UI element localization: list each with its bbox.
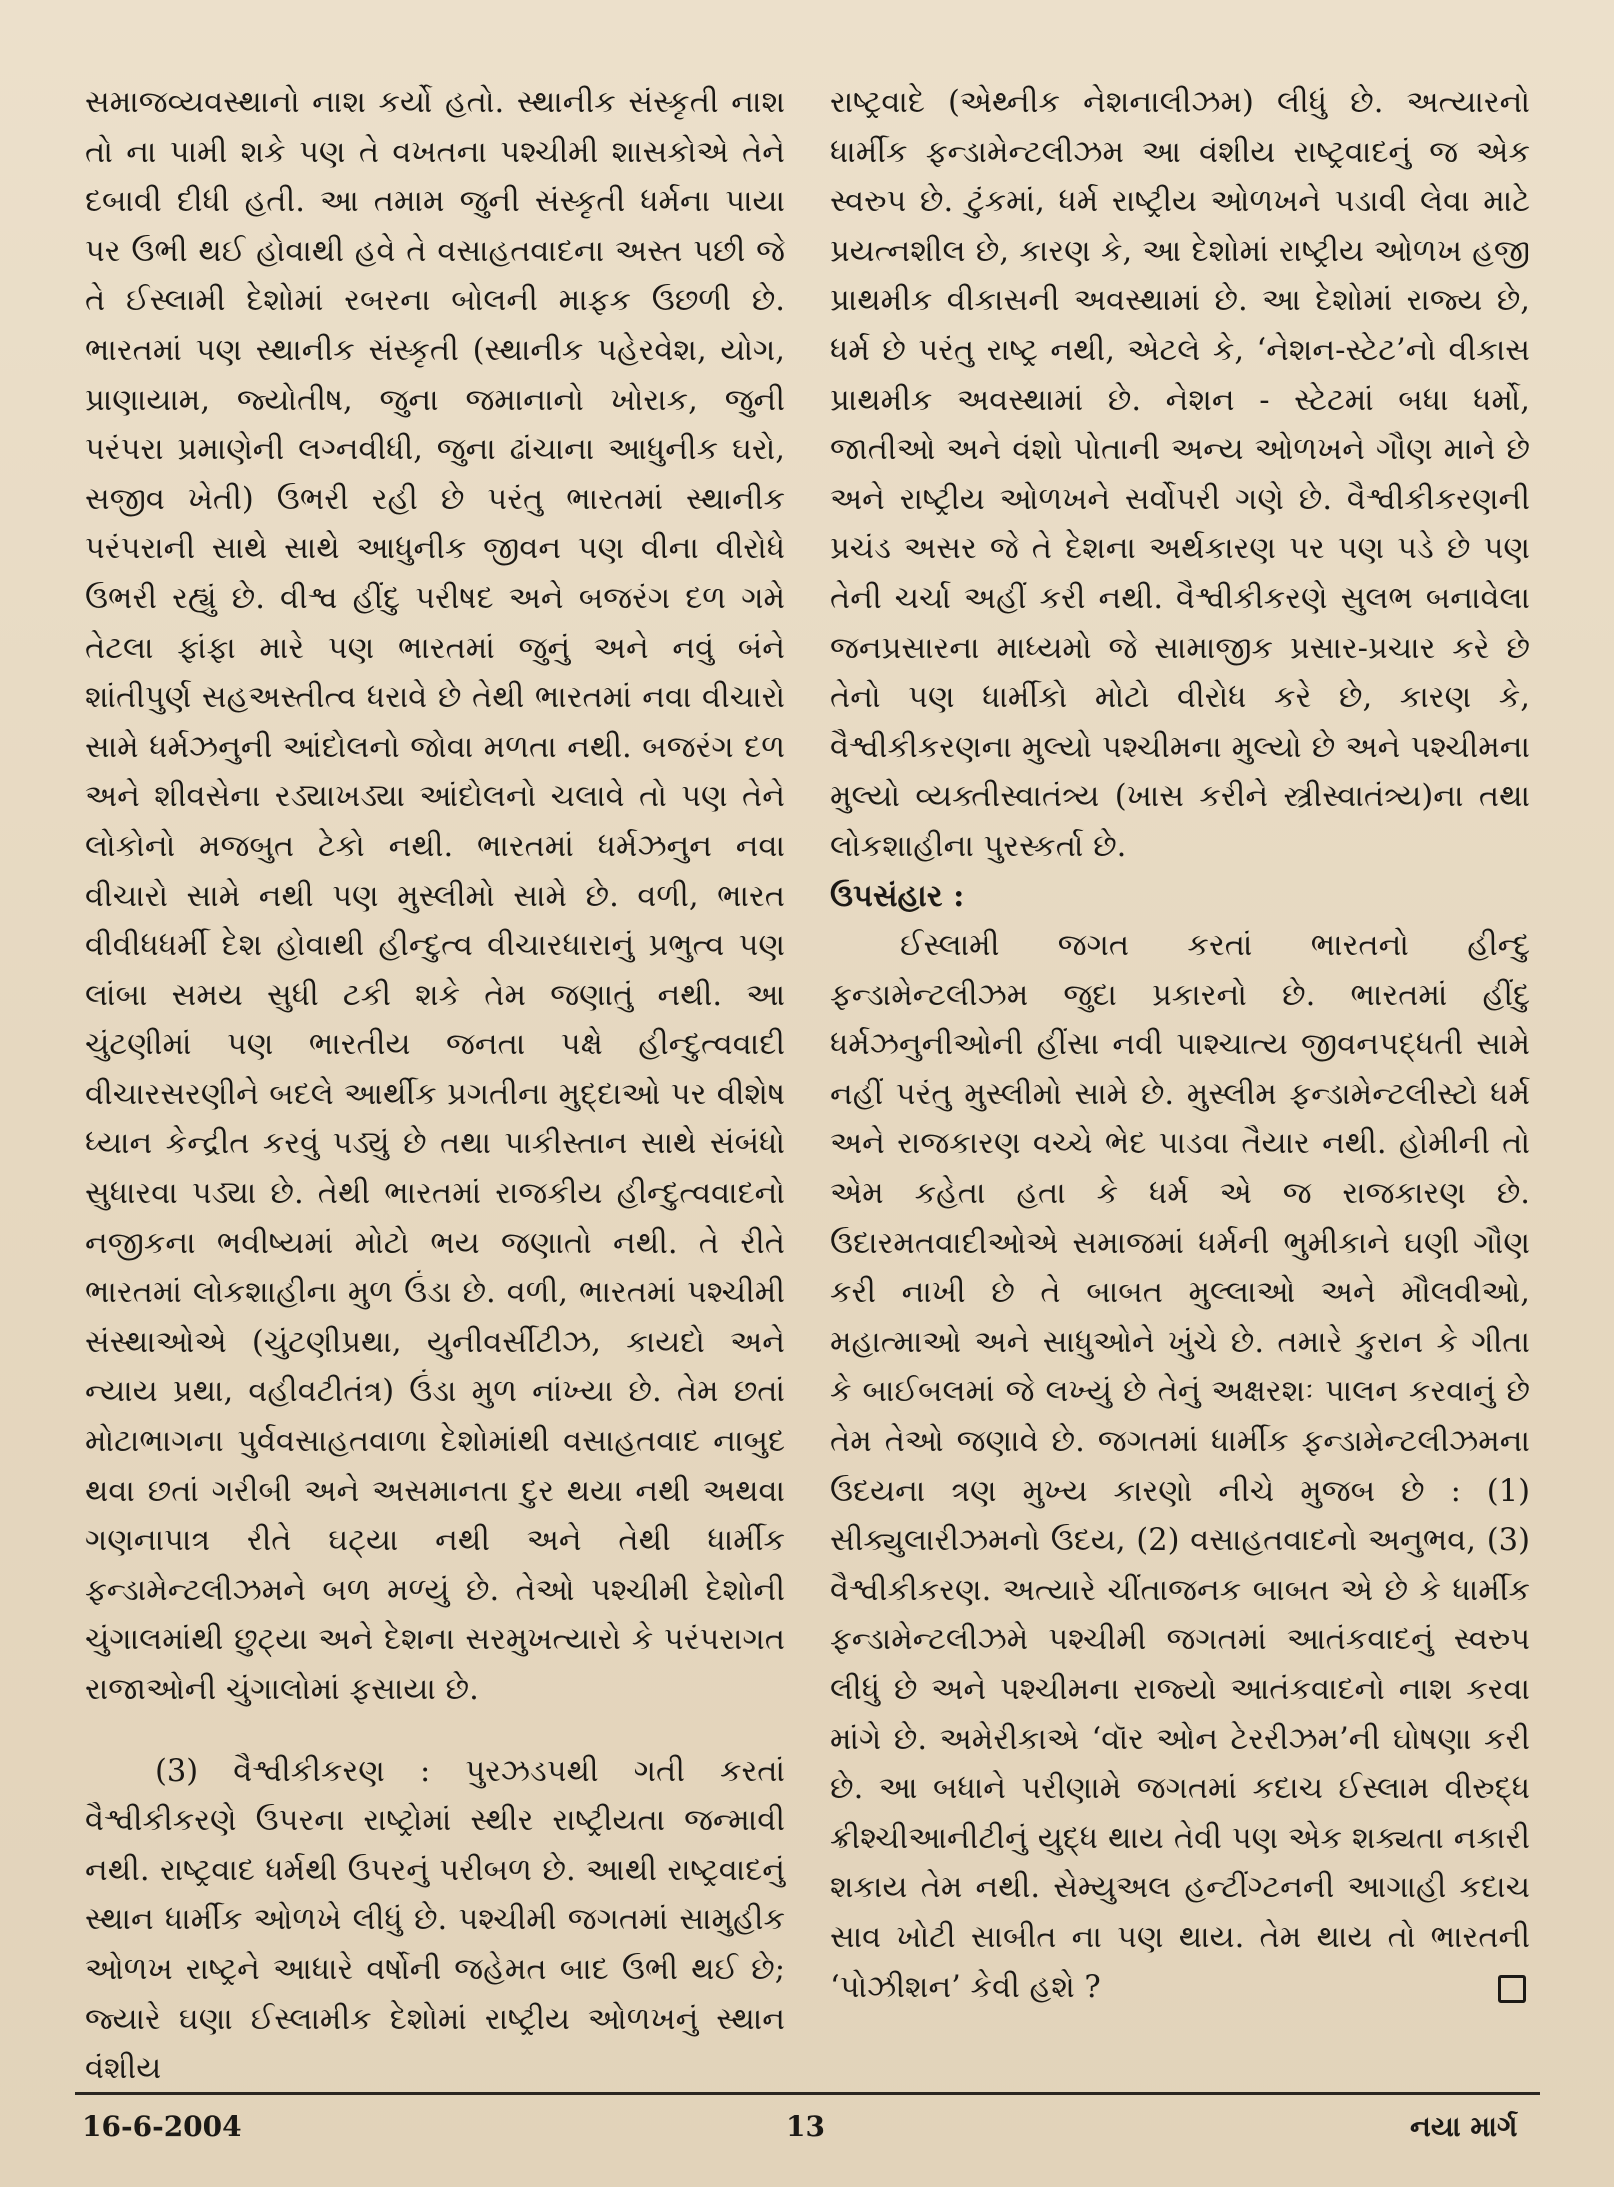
conclusion-paragraph <box>830 921 1530 2012</box>
paragraph-nationalism: રાષ્ટ્રવાદે (એથ્નીક નેશનાલીઝમ) લીધું છે. અત્યારનો ધાર્મીક ફન્ડામેન્ટલીઝમ આ વંશીય રાષ્ટ્રવાદનું જ એક સ્વરુપ છે. ટુંકમાં, ધર્મ રાષ્ટ્રીય ઓળખને પડાવી લેવા માટે પ્રયત્નશીલ છે, કારણ કે, આ દેશોમાં રાષ્ટ્રીય ઓળખ હજી પ્રાથમીક વીકાસની અવસ્થામાં છે. આ દેશોમાં રાજ્ય છે, ધર્મ છે પરંતુ રાષ્ટ્ર નથી, એટલે કે, ‘નેશન-સ્ટેટ’નો વીકાસ પ્રાથમીક અવસ્થામાં છે. નેશન - સ્ટેટમાં બધા ધર્મો, જાતીઓ અને વંશો પોતાની અન્ય ઓળખને ગૌણ માને છે અને રાષ્ટ્રીય ઓળખને સર્વોપરી ગણે છે. વૈશ્વીકીકરણની પ્રચંડ અસર જે તે દેશના અર્થકારણ પર પણ પડે છે પણ તેની ચર્ચા અહીં કરી નથી. વૈશ્વીકીકરણે સુલભ બનાવેલા જનપ્રસારના માધ્યમો જે સામાજીક પ્રસાર-પ્રચાર કરે છે તેનો પણ ધાર્મીકો મોટો વીરોધ કરે છે, કારણ કે, વૈશ્વીકીકરણના મુલ્યો પશ્ચીમના મુલ્યો છે અને પશ્ચીમના મુલ્યો વ્યક્તીસ્વાતંત્ર્ય (ખાસ કરીને સ્ત્રીસ્વાતંત્ર્ય)ના તથા લોકશાહીના પુરસ્કર્તા છે. <box>830 85 1530 864</box>
conclusion-heading: ઉપસંહાર : <box>830 877 965 914</box>
page-number: 13 <box>786 2110 825 2143</box>
left-column <box>85 78 785 2094</box>
square-end-mark-icon <box>1498 1975 1526 2003</box>
conclusion-text: ઈસ્લામી જગત કરતાં ભારતનો હીન્દુ ફન્ડામેન્ટલીઝમ જુદા પ્રકારનો છે. ભારતમાં હીંદુ ધર્મઝનુનીઓની હીંસા નવી પાશ્ચાત્ય જીવનપદ્ધતી સામે નહીં પરંતુ મુસ્લીમો સામે છે. મુસ્લીમ ફન્ડામેન્ટલીસ્ટો ધર્મ અને રાજકારણ વચ્ચે ભેદ પાડવા તૈયાર નથી. હોમીની તો એમ કહેતા હતા કે ધર્મ એ જ રાજકારણ છે. ઉદારમતવાદીઓએ સમાજમાં ધર્મની ભુમીકાને ઘણી ગૌણ કરી નાખી છે તે બાબત મુલ્લાઓ અને મૌલવીઓ, મહાત્માઓ અને સાધુઓને ખુંચે છે. તમારે કુરાન કે ગીતા કે બાઈબલમાં જે લખ્યું છે તેનું અક્ષરશઃ પાલન કરવાનું છે તેમ તેઓ જણાવે છે. જગતમાં ધાર્મીક ફન્ડામેન્ટલીઝમના ઉદયના ત્રણ મુખ્ય કારણો નીચે મુજબ છે : (1) સીક્યુલારીઝમનો ઉદય, (2) વસાહતવાદનો અનુભવ, (3) વૈશ્વીકીકરણ. અત્યારે ચીંતાજનક બાબત એ છે કે ધાર્મીક ફન્ડામેન્ટલીઝમે પશ્ચીમી જગતમાં આતંકવાદનું સ્વરુપ લીધું છે અને પશ્ચીમના રાજ્યો આતંકવાદનો નાશ કરવા માંગે છે. અમેરીકાએ ‘વૉર ઓન ટેરરીઝમ’ની ઘોષણા કરી છે. આ બધાને પરીણામે જગતમાં કદાચ ઈસ્લામ વીરુદ્ધ ક્રીશ્ચીઆનીટીનું યુદ્ધ થાય તેવી પણ એક શક્યતા નકારી શકાય તેમ નથી. સેમ્યુઅલ હન્ટીંગ્ટનની આગાહી કદાચ સાવ ખોટી સાબીત ના પણ થાય. તેમ થાય તો ભારતની ‘પોઝીશન’ કેવી હશે ? <box>830 928 1530 2005</box>
footer-divider <box>75 2092 1540 2095</box>
magazine-name: નયા માર્ગ <box>1410 2110 1518 2143</box>
right-column <box>830 78 1530 2012</box>
footer-date: 16-6-2004 <box>82 2110 242 2143</box>
paragraph-continuation: સમાજવ્યવસ્થાનો નાશ કર્યો હતો. સ્થાનીક સંસ્કૃતી નાશ તો ના પામી શકે પણ તે વખતના પશ્ચીમી શાસકોએ તેને દબાવી દીધી હતી. આ તમામ જુની સંસ્કૃતી ધર્મના પાયા પર ઉભી થઈ હોવાથી હવે તે વસાહતવાદના અસ્ત પછી જે તે ઈસ્લામી દેશોમાં રબરના બોલની માફક ઉછળી છે. ભારતમાં પણ સ્થાનીક સંસ્કૃતી (સ્થાનીક પહેરવેશ, યોગ, પ્રાણાયામ, જ્યોતીષ, જુના જમાનાનો ખોરાક, જુની પરંપરા પ્રમાણેની લગ્નવીધી, જુના ઢાંચાના આધુનીક ઘરો, સજીવ ખેતી) ઉભરી રહી છે પરંતુ ભારતમાં સ્થાનીક પરંપરાની સાથે સાથે આધુનીક જીવન પણ વીના વીરોધે ઉભરી રહ્યું છે. વીશ્વ હીંદુ પરીષદ અને બજરંગ દળ ગમે તેટલા ફાંફા મારે પણ ભારતમાં જુનું અને નવું બંને શાંતીપુર્ણ સહઅસ્તીત્વ ધરાવે છે તેથી ભારતમાં નવા વીચારો સામે ધર્મઝનુની આંદોલનો જોવા મળતા નથી. બજરંગ દળ અને શીવસેના રડ્યાખડ્યા આંદોલનો ચલાવે તો પણ તેને લોકોનો મજબુત ટેકો નથી. ભારતમાં ધર્મઝનુન નવા વીચારો સામે નથી પણ મુસ્લીમો સામે છે. વળી, ભારત વીવીધધર્મી દેશ હોવાથી હીન્દુત્વ વીચારધારાનું પ્રભુત્વ પણ લાંબા સમય સુધી ટકી શકે તેમ જણાતું નથી. આ ચુંટણીમાં પણ ભારતીય જનતા પક્ષે હીન્દુત્વવાદી વીચારસરણીને બદલે આર્થીક પ્રગતીના મુદ્દાઓ પર વીશેષ ધ્યાન કેન્દ્રીત કરવું પડ્યું છે તથા પાકીસ્તાન સાથે સંબંધો સુધારવા પડ્યા છે. તેથી ભારતમાં રાજકીય હીન્દુત્વવાદનો નજીકના ભવીષ્યમાં મોટો ભય જણાતો નથી. તે રીતે ભારતમાં લોકશાહીના મુળ ઉંડા છે. વળી, ભારતમાં પશ્ચીમી સંસ્થાઓએ (ચુંટણીપ્રથા, યુનીવર્સીટીઝ, કાયદો અને ન્યાય પ્રથા, વહીવટીતંત્ર) ઉંડા મુળ નાંખ્યા છે. તેમ છતાં મોટાભાગના પુર્વવસાહતવાળા દેશોમાંથી વસાહતવાદ નાબુદ થવા છતાં ગરીબી અને અસમાનતા દુર થયા નથી અથવા ગણનાપાત્ર રીતે ઘટ્યા નથી અને તેથી ધાર્મીક ફન્ડામેન્ટલીઝમને બળ મળ્યું છે. તેઓ પશ્ચીમી દેશોની ચુંગાલમાંથી છુટ્યા અને દેશના સરમુખત્યારો કે પરંપરાગત રાજાઓની ચુંગાલોમાં ફસાયા છે. <box>85 85 785 1707</box>
paragraph-gap <box>85 1715 785 1747</box>
paragraph-globalization: (3) વૈશ્વીકીકરણ : પુરઝડપથી ગતી કરતાં વૈશ્વીકીકરણે ઉપરના રાષ્ટ્રોમાં સ્થીર રાષ્ટ્રીયતા જન્માવી નથી. રાષ્ટ્રવાદ ધર્મથી ઉપરનું પરીબળ છે. આથી રાષ્ટ્રવાદનું સ્થાન ધાર્મીક ઓળખે લીધું છે. પશ્ચીમી જગતમાં સામુહીક ઓળખ રાષ્ટ્રને આધારે વર્ષોની જહેમત બાદ ઉભી થઈ છે; જ્યારે ઘણા ઈસ્લામીક દેશોમાં રાષ્ટ્રીય ઓળખનું સ્થાન વંશીય <box>85 1753 785 2087</box>
